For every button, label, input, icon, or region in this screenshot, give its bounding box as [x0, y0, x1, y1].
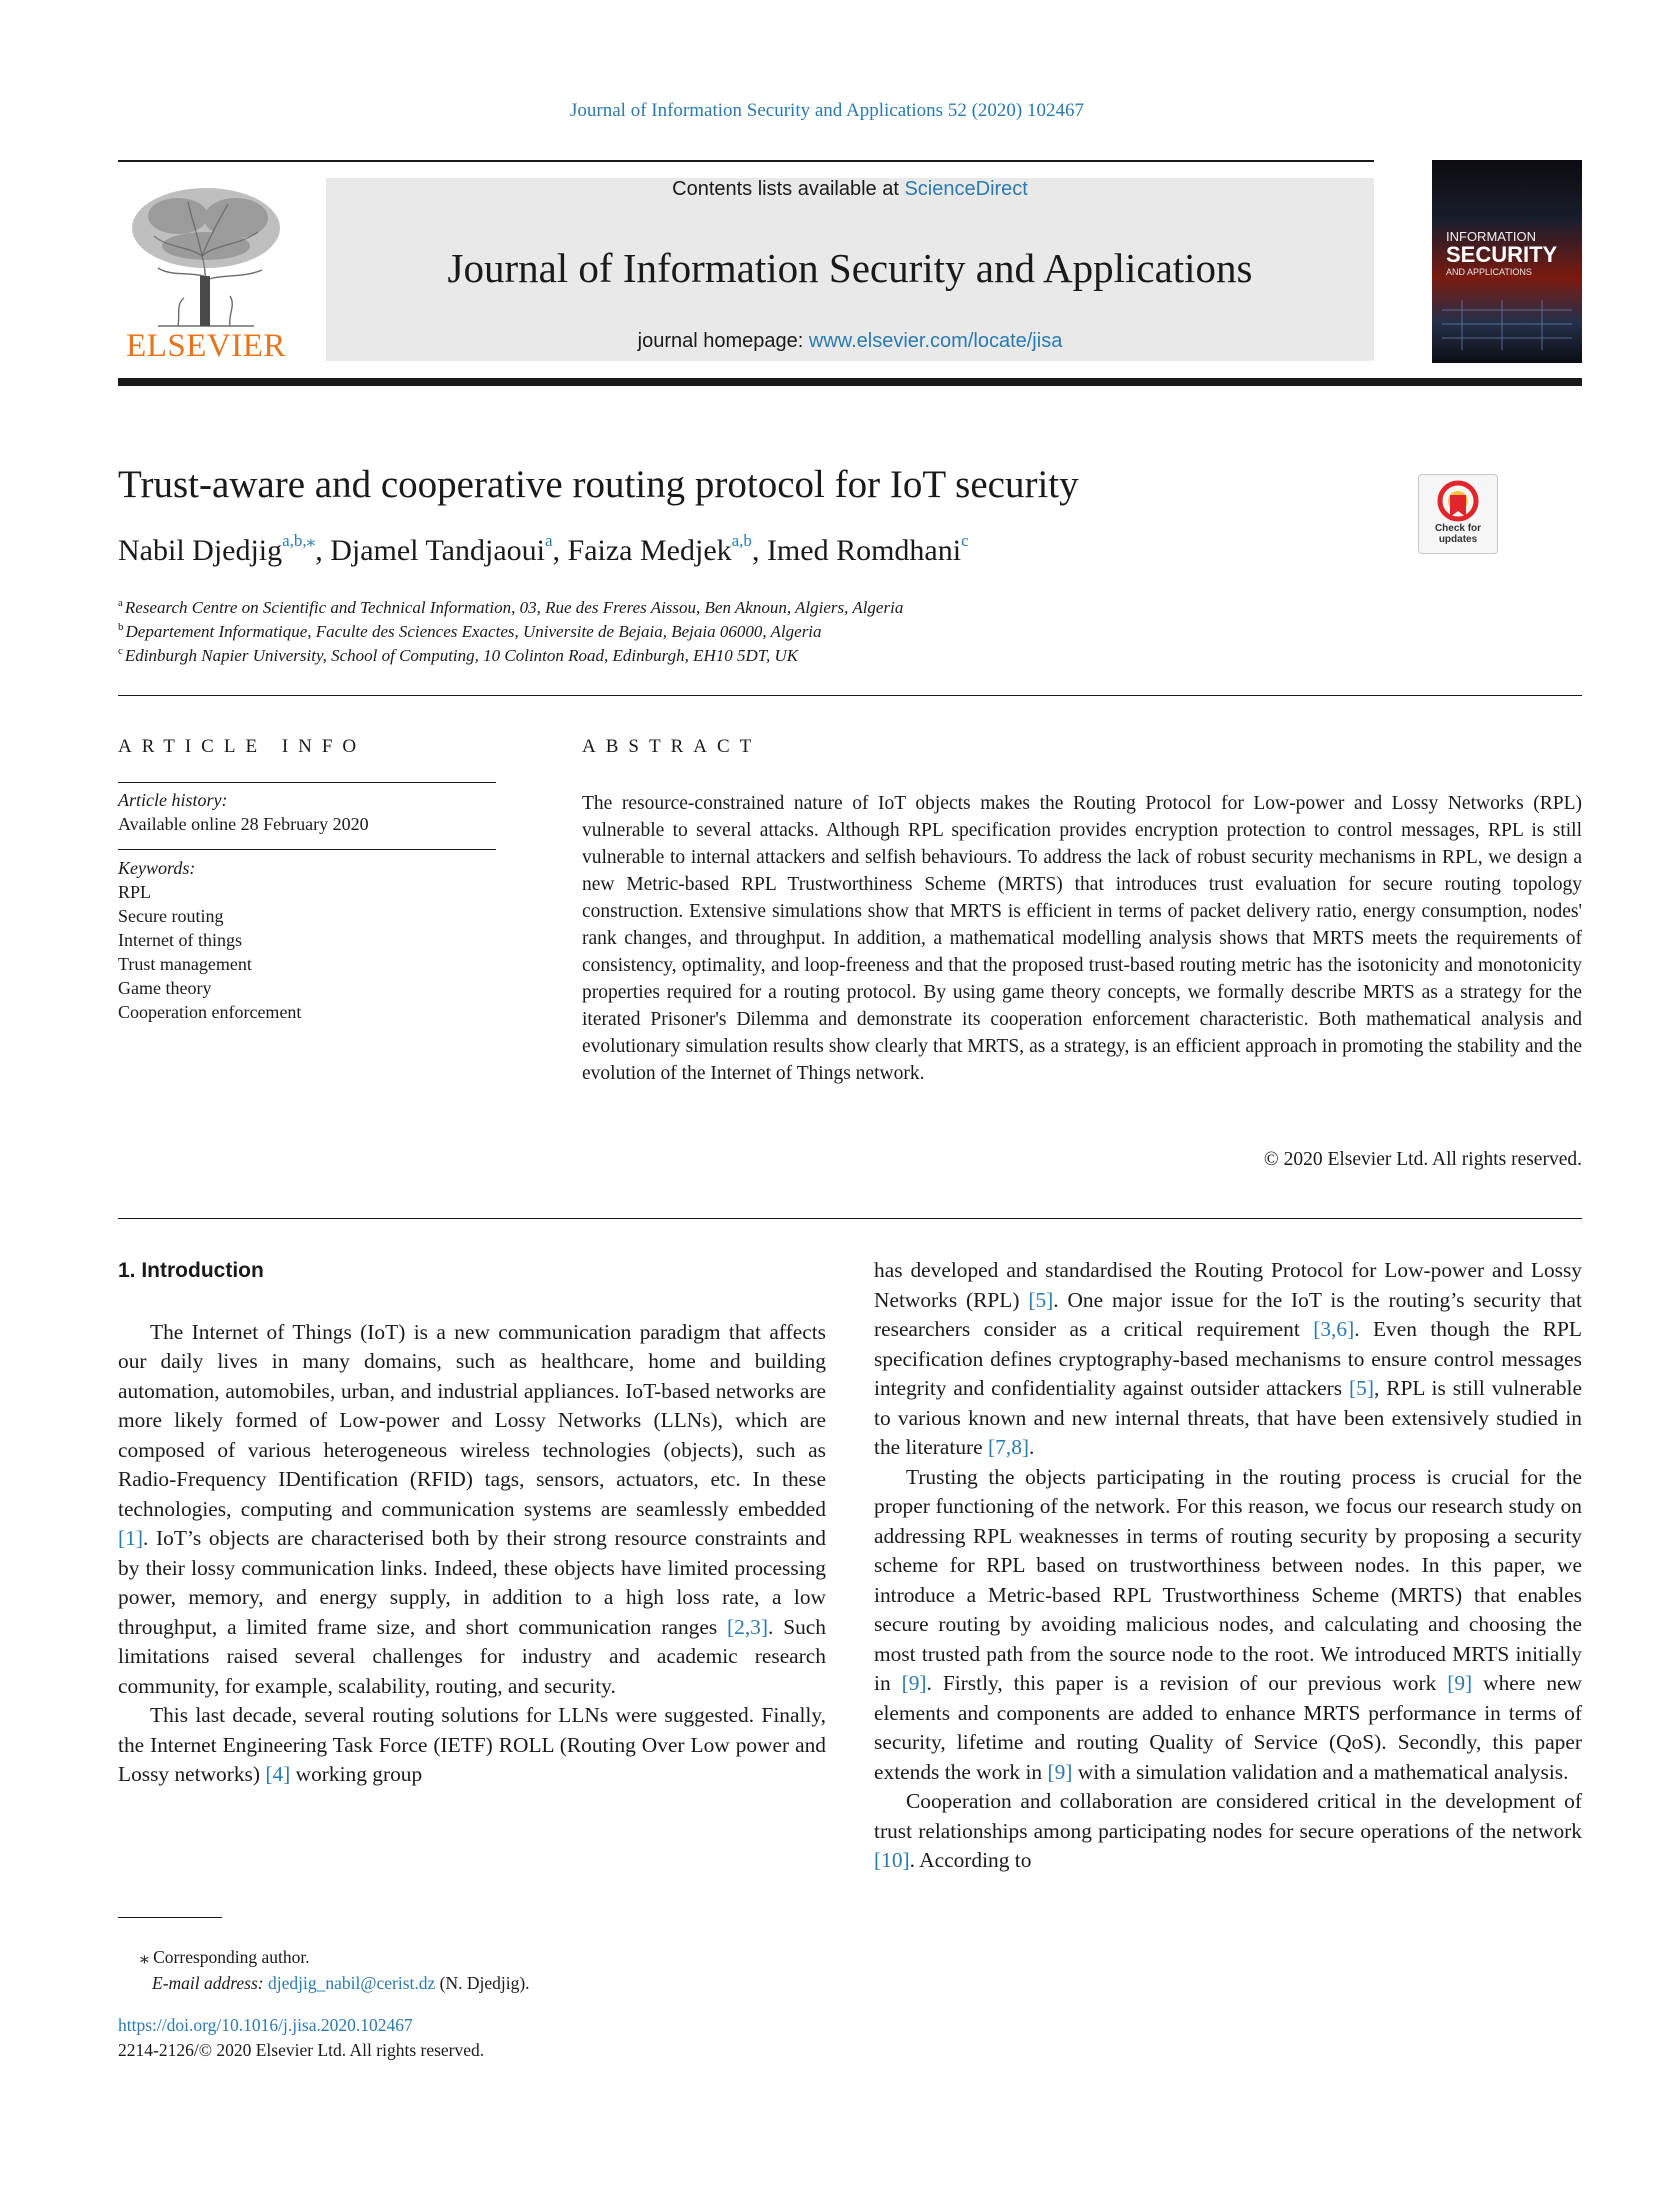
citation-link[interactable]: [5]	[1349, 1376, 1374, 1400]
elsevier-wordmark: ELSEVIER	[126, 328, 286, 364]
masthead-top-rule	[118, 160, 1374, 162]
citation-link[interactable]: [7,8]	[988, 1435, 1030, 1459]
divider	[118, 695, 1582, 696]
citation-link[interactable]: [1]	[118, 1526, 143, 1550]
citation-link[interactable]: [9]	[1047, 1759, 1073, 1784]
affiliation-marker: b	[118, 621, 124, 633]
body-paragraph: Trusting the objects participating in the routing process is crucial for the proper functioning of the network. For this reason, we focus our research study on addressing RPL weaknesses in terms of routing security by proposing a security scheme for RPL based on trustworthiness between nodes. In this paper, we introduce a Metric-based RPL Trustworthiness Scheme (MRTS) that enables secure routing by avoiding malicious nodes, and calculating and choosing the most trusted path from the source node to the root. We introduced MRTS initially in [9]. Firstly, this paper is a revision of our previous work [9] where new elements and components are added to enhance MRTS performance in terms of security, lifetime and routing Quality of Service (QoS). Secondly, this paper extends the work in [9] with a simulation validation and a mathematical analysis.	[874, 1464, 1582, 1784]
author-name: Imed Romdhani	[766, 534, 962, 567]
body-paragraph: Cooperation and collaboration are considered critical in the development of trust relationships among participating nodes for secure operations of the network [10]. According to	[874, 1789, 1582, 1872]
author-affil-link[interactable]: c	[961, 531, 969, 550]
corresponding-author-note	[140, 1944, 310, 1970]
email-note	[152, 1970, 530, 1996]
affiliation-text: Research Centre on Scientific and Technical Information, 03, Rue des Freres Aissou, Ben Aknoun, Algiers, Algeria	[124, 598, 904, 617]
citation-link[interactable]: [3,6]	[1313, 1317, 1355, 1341]
affiliation-text: Edinburgh Napier University, School of Computing, 10 Colinton Road, Edinburgh, EH10 5DT, UK	[124, 646, 799, 665]
affiliation-text: Departement Informatique, Faculte des Sciences Exactes, Universite de Bejaia, Bejaia 06000, Algeria	[125, 622, 822, 641]
body-paragraph: This last decade, several routing solutions for LLNs were suggested. Finally, the Internet Engineering Task Force (IETF) ROLL (Routing Over Low power and Lossy networks) [4] working group	[118, 1703, 826, 1786]
check-label-1: Check for	[1434, 523, 1482, 534]
email-label: E-mail address:	[152, 1973, 269, 1993]
keyword: RPL	[118, 882, 152, 902]
keyword: Trust management	[118, 954, 252, 974]
keywords-label: Keywords:	[118, 858, 196, 878]
check-label-2: updates	[1438, 534, 1478, 545]
author-affil-link[interactable]: a,b	[731, 531, 752, 550]
section-heading-introduction: 1. Introduction	[118, 1259, 264, 1282]
footnote-marker: ⁎	[140, 1947, 149, 1967]
cover-line-3: AND APPLICATIONS	[1446, 267, 1532, 277]
author-name: Nabil Djedjig	[118, 534, 283, 567]
affiliation-c	[118, 646, 798, 666]
paragraphs-right	[874, 1256, 1582, 1876]
divider	[118, 1218, 1582, 1219]
issn-line: 2214-2126/© 2020 Elsevier Ltd. All rights reserved.	[118, 2040, 485, 2060]
sciencedirect-link[interactable]: ScienceDirect	[904, 178, 1028, 200]
abstract-text: The resource-constrained nature of IoT objects makes the Routing Protocol for Low-power and Lossy Networks (RPL) vulnerable to several attacks. Although RPL specification provides encryption protection to control messages, RPL is still vulnerable to internal attackers and selfish behaviours. To address the lack of robust security mechanisms in RPL, we design a new Metric-based RPL Trustworthiness Scheme (MRTS) that introduces trust evaluation for secure routing topology construction. Extensive simulations show that MRTS is efficient in terms of packet delivery ratio, energy consumption, nodes' rank changes, and throughput. In addition, a mathematical modelling analysis shows that MRTS meets the requirements of consistency, optimality, and loop-freeness and that the proposed trust-based routing metric has the isotonicity and monotonicity properties required for a routing protocol. By using game theory concepts, we formally describe MRTS as a strategy for the iterated Prisoner's Dilemma and demonstrate its cooperation enforcement characteristic. Both mathematical analysis and evolutionary simulation results show clearly that MRTS, as a strategy, is an efficient approach in promoting the stability and the evolution of the Internet of Things network.	[582, 793, 1582, 1084]
paragraphs-left	[118, 1318, 826, 1790]
cover-line-1: INFORMATION	[1446, 229, 1537, 244]
author-name: Djamel Tandjaoui	[330, 534, 545, 567]
affiliation-marker: c	[118, 645, 123, 657]
author-email-link[interactable]: djedjig_nabil@cerist.dz	[268, 1973, 436, 1993]
masthead-bottom-rule	[118, 378, 1582, 386]
homepage-line	[326, 330, 1374, 353]
divider	[118, 782, 496, 783]
contents-prefix: Contents lists available at	[672, 178, 905, 200]
affiliation-a	[118, 598, 903, 618]
abstract-heading: ABSTRACT	[582, 736, 762, 757]
history-label: Article history:	[118, 790, 228, 810]
paper-title: Trust-aware and cooperative routing protocol for IoT security	[118, 463, 1079, 506]
keyword: Secure routing	[118, 906, 224, 926]
keyword: Cooperation enforcement	[118, 1002, 302, 1022]
footnote-rule	[118, 1917, 222, 1918]
citation-link[interactable]: [9]	[901, 1671, 927, 1695]
author-affil-link[interactable]: a	[544, 531, 553, 550]
body-column-left	[118, 1256, 826, 1790]
bookmark-icon	[1419, 477, 1497, 527]
journal-name: Journal of Information Security and Applications	[447, 245, 1253, 291]
affiliation-b	[118, 622, 822, 642]
corresponding-label: Corresponding author.	[153, 1947, 310, 1967]
author-affil-link[interactable]: a,b,⁎	[282, 531, 316, 550]
email-suffix: (N. Djedjig).	[435, 1973, 530, 1993]
keyword: Game theory	[118, 978, 212, 998]
body-column-right	[874, 1256, 1582, 1876]
author-list: Nabil Djedjig$^{a,b,⁎}$, Djamel Tandjaoui$^a$, Faiza Medjek$^{a,b}$, Imed Romdhani$^c$	[118, 531, 969, 567]
journal-homepage-link[interactable]: www.elsevier.com/locate/jisa	[808, 330, 1063, 352]
journal-cover-image	[1432, 160, 1582, 363]
cover-line-2: SECURITY	[1446, 242, 1558, 267]
citation-link[interactable]: [9]	[1447, 1671, 1473, 1695]
history-value: Available online 28 February 2020	[118, 814, 369, 834]
article-info-heading: ARTICLE INFO	[118, 736, 367, 757]
body-paragraph: The Internet of Things (IoT) is a new communication paradigm that affects our daily lives in many domains, such as healthcare, home and building automation, automobiles, urban, and industrial appliances. IoT-based networks are more likely formed of Low-power and Lossy Networks (LLNs), which are composed of various heterogeneous wireless technologies (objects), such as Radio-Frequency IDentification (RFID) tags, sensors, actuators, etc. In these technologies, computing and communication systems are seamlessly embedded [1]. IoT’s objects are characterised both by their strong resource constraints and by their lossy communication links. Indeed, these objects have limited processing power, memory, and energy supply, in addition to a high loss rate, a low throughput, a limited frame size, and short communication ranges [2,3]. Such limitations raised several challenges for industry and academic research community, for example, scalability, routing, and security.	[118, 1319, 826, 1698]
citation-link[interactable]: [4]	[265, 1762, 291, 1786]
author-name: Faiza Medjek	[567, 534, 732, 567]
check-for-updates-badge[interactable]	[1418, 474, 1498, 554]
citation-link[interactable]: [10]	[874, 1848, 910, 1872]
homepage-prefix: journal homepage:	[637, 330, 809, 352]
abstract-copyright: © 2020 Elsevier Ltd. All rights reserved.	[1263, 1149, 1582, 1170]
citation-link[interactable]: [5]	[1028, 1287, 1054, 1312]
running-head: Journal of Information Security and Applications 52 (2020) 102467	[570, 100, 1084, 121]
affiliation-marker: a	[118, 597, 123, 609]
citation-link[interactable]: [2,3]	[727, 1614, 769, 1639]
doi-link[interactable]: https://doi.org/10.1016/j.jisa.2020.102467	[118, 2015, 413, 2035]
cover-graphic	[1432, 290, 1582, 360]
contents-line	[326, 178, 1374, 201]
divider	[118, 849, 496, 850]
keyword: Internet of things	[118, 930, 242, 950]
body-paragraph: has developed and standardised the Routing Protocol for Low-power and Lossy Networks (RPL) [5]. One major issue for the IoT is the routing’s security that researchers consider as a critical requirement [3,6]. Even though the RPL specification defines cryptography-based mechanisms to ensure control messages integrity and confidentiality against outsider attackers [5], RPL is still vulnerable to various known and new internal threats, that have been extensively studied in the literature [7,8].	[874, 1258, 1582, 1459]
